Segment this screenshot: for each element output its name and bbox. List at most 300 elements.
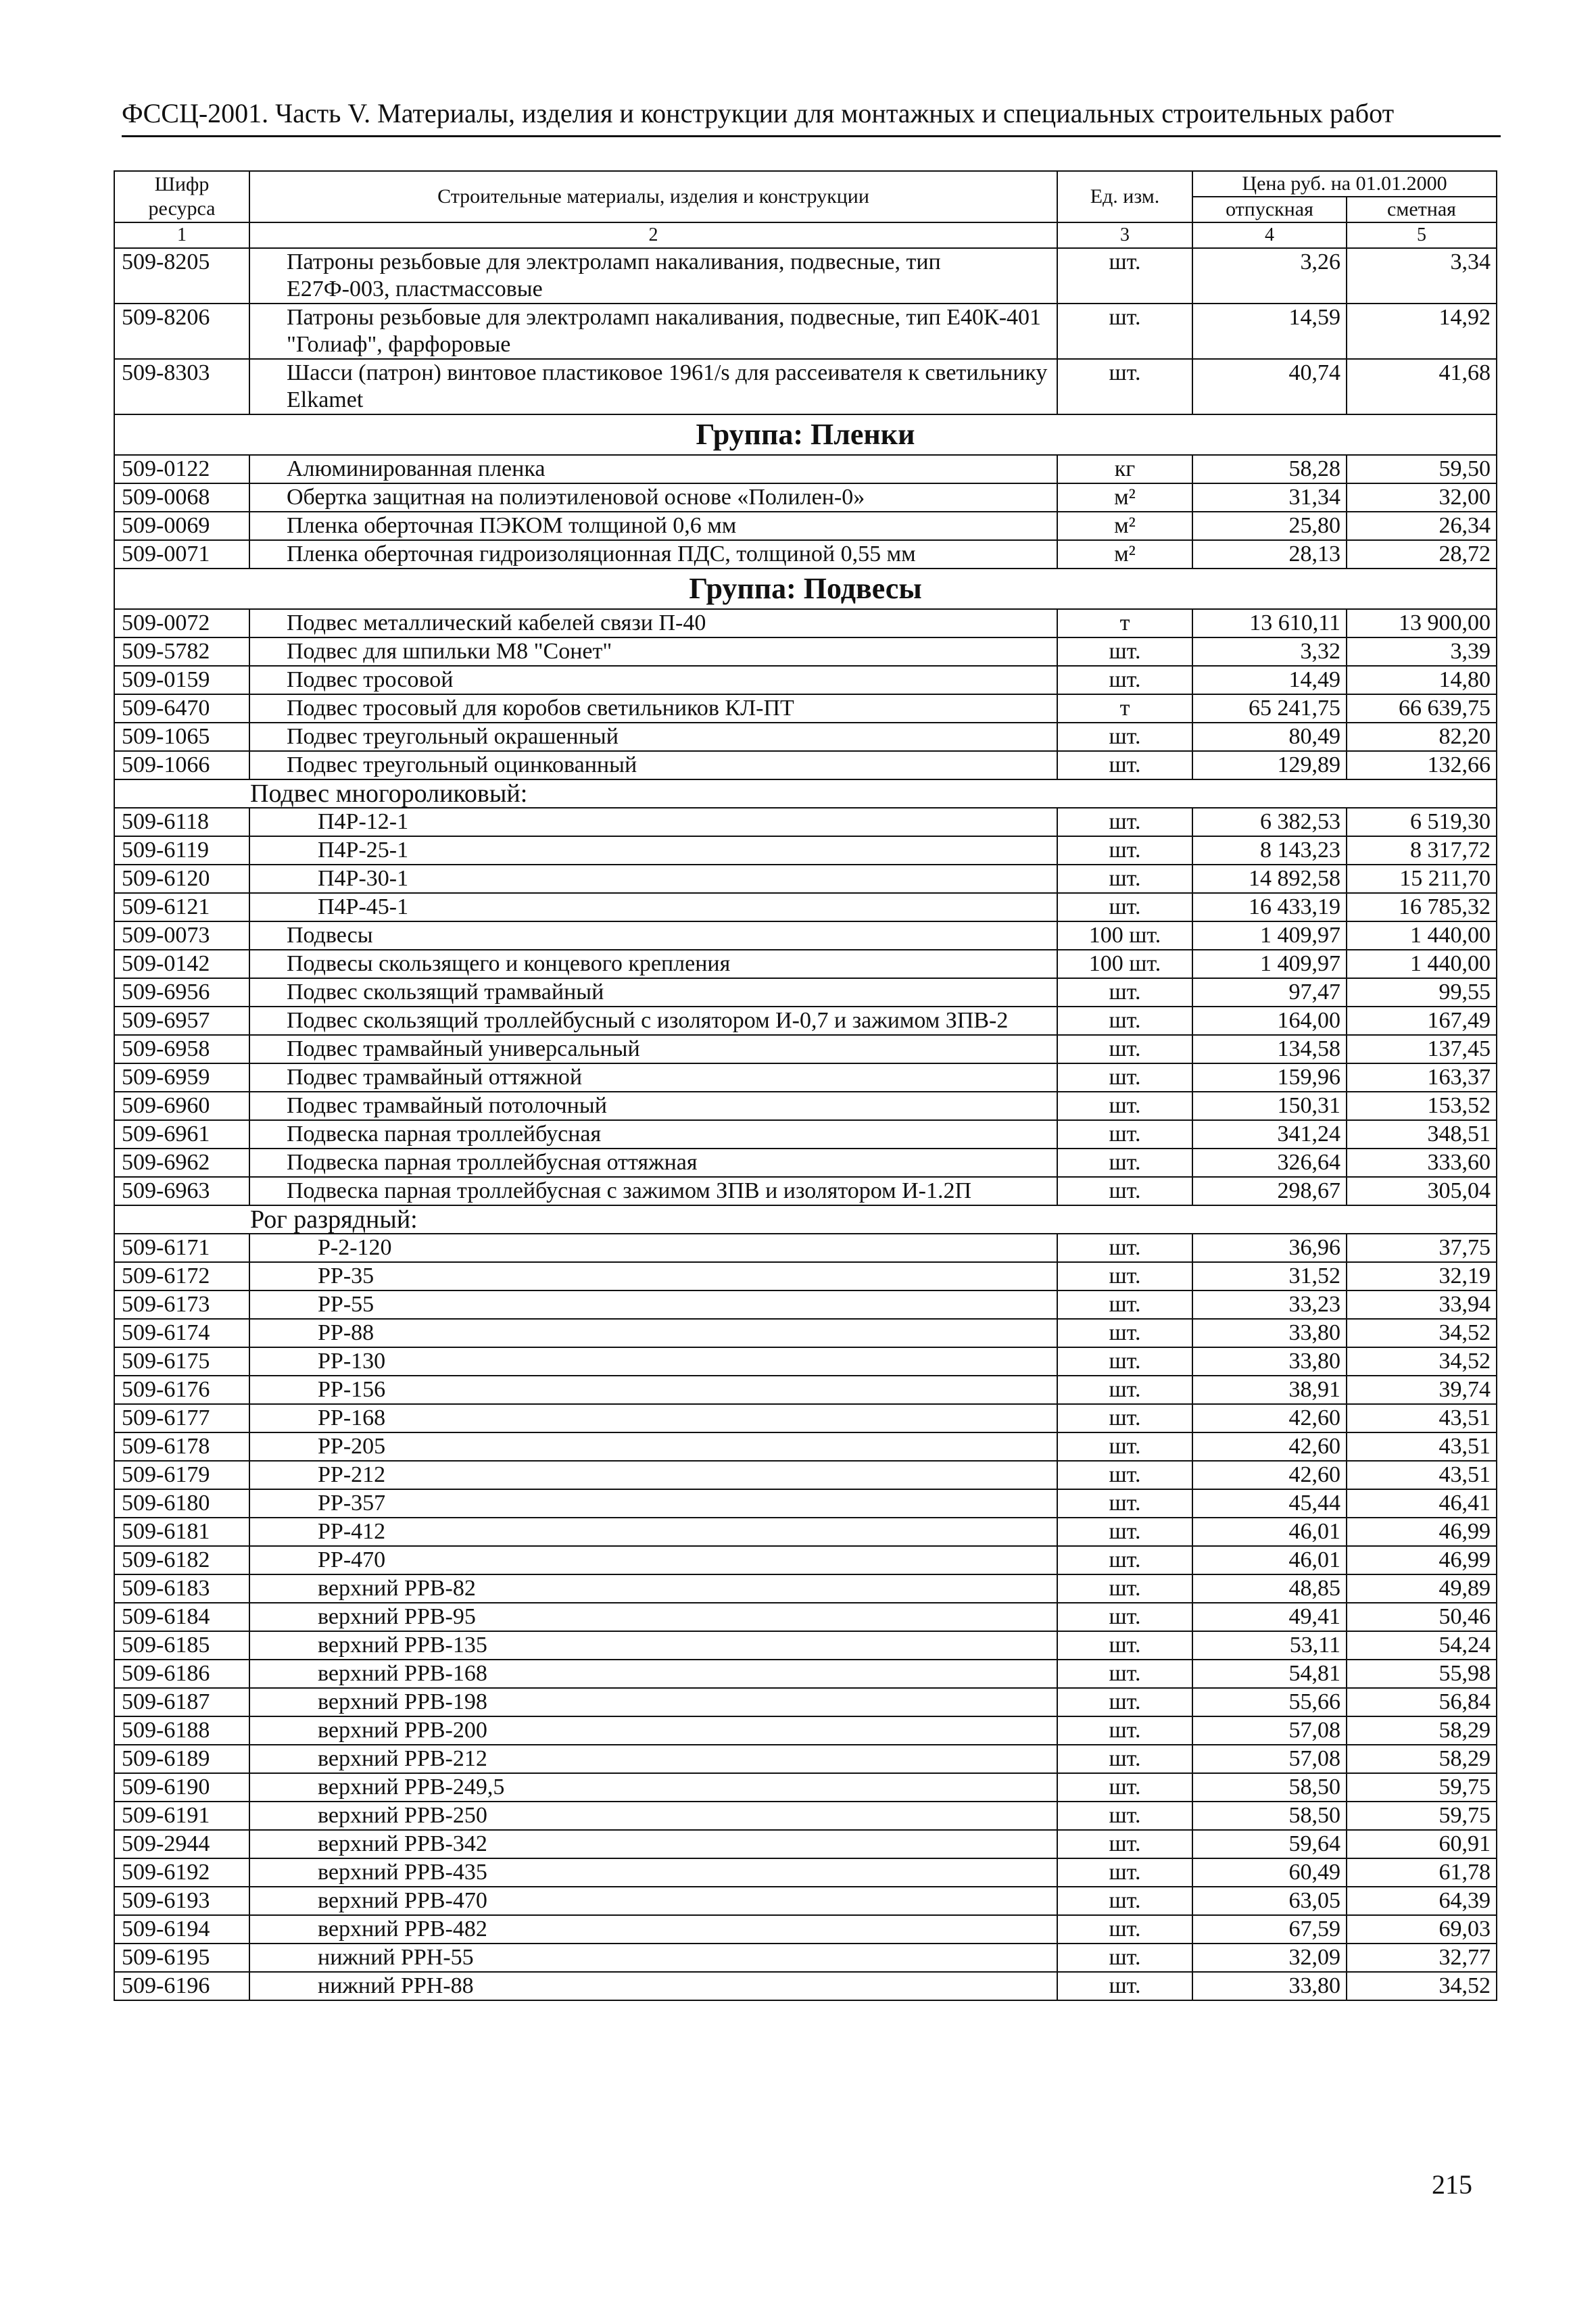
resource-code: 509-6196 xyxy=(114,1972,249,2000)
resource-code: 509-6194 xyxy=(114,1915,249,1944)
material-name: Р-2-120 xyxy=(249,1234,1057,1262)
resource-code: 509-6959 xyxy=(114,1063,249,1092)
estimate-price: 3,34 xyxy=(1347,248,1497,304)
wholesale-price: 341,24 xyxy=(1192,1120,1347,1149)
wholesale-price: 42,60 xyxy=(1192,1461,1347,1489)
table-row xyxy=(114,1035,1497,1063)
estimate-price: 46,99 xyxy=(1347,1546,1497,1574)
wholesale-price: 48,85 xyxy=(1192,1574,1347,1603)
wholesale-price: 63,05 xyxy=(1192,1887,1347,1915)
resource-code: 509-6178 xyxy=(114,1432,249,1461)
column-header-price: Цена руб. на 01.01.2000 xyxy=(1192,171,1497,197)
wholesale-price: 42,60 xyxy=(1192,1404,1347,1432)
resource-code: 509-6960 xyxy=(114,1092,249,1120)
table-row xyxy=(114,1290,1497,1319)
unit-cell: т xyxy=(1057,694,1192,723)
material-name: верхний РРВ-342 xyxy=(249,1830,1057,1858)
estimate-price: 348,51 xyxy=(1347,1120,1497,1149)
unit-cell: шт. xyxy=(1057,1887,1192,1915)
resource-code: 509-6175 xyxy=(114,1347,249,1376)
group-heading: Группа: Пленки xyxy=(114,414,1497,455)
wholesale-price: 129,89 xyxy=(1192,751,1347,779)
table-row xyxy=(114,865,1497,893)
material-name: Подвес треугольный оцинкованный xyxy=(249,751,1057,779)
wholesale-price: 55,66 xyxy=(1192,1688,1347,1716)
column-number: 2 xyxy=(249,222,1057,248)
estimate-price: 32,19 xyxy=(1347,1262,1497,1290)
table-row xyxy=(114,1319,1497,1347)
unit-cell: шт. xyxy=(1057,723,1192,751)
resource-code: 509-6182 xyxy=(114,1546,249,1574)
estimate-price: 14,80 xyxy=(1347,666,1497,694)
resource-code: 509-6191 xyxy=(114,1802,249,1830)
estimate-price: 167,49 xyxy=(1347,1007,1497,1035)
table-row xyxy=(114,694,1497,723)
material-name: РР-35 xyxy=(249,1262,1057,1290)
estimate-price: 58,29 xyxy=(1347,1716,1497,1745)
wholesale-price: 58,28 xyxy=(1192,455,1347,483)
resource-code: 509-6963 xyxy=(114,1177,249,1205)
column-number: 1 xyxy=(114,222,249,248)
table-row xyxy=(114,483,1497,512)
table-row xyxy=(114,455,1497,483)
resource-code: 509-6190 xyxy=(114,1773,249,1802)
unit-cell: 100 шт. xyxy=(1057,950,1192,978)
resource-code: 509-6179 xyxy=(114,1461,249,1489)
table-row xyxy=(114,978,1497,1007)
material-name: Подвес трамвайный универсальный xyxy=(249,1035,1057,1063)
estimate-price: 132,66 xyxy=(1347,751,1497,779)
table-body xyxy=(114,248,1497,2000)
table-row xyxy=(114,1773,1497,1802)
estimate-price: 50,46 xyxy=(1347,1603,1497,1631)
estimate-price: 49,89 xyxy=(1347,1574,1497,1603)
subgroup-heading-row xyxy=(114,779,1497,808)
wholesale-price: 31,34 xyxy=(1192,483,1347,512)
material-name: верхний РРВ-135 xyxy=(249,1631,1057,1660)
estimate-price: 1 440,00 xyxy=(1347,921,1497,950)
resource-code: 509-6961 xyxy=(114,1120,249,1149)
material-name: верхний РРВ-212 xyxy=(249,1745,1057,1773)
estimate-price: 41,68 xyxy=(1347,359,1497,414)
resource-code: 509-0072 xyxy=(114,609,249,637)
wholesale-price: 57,08 xyxy=(1192,1716,1347,1745)
wholesale-price: 3,26 xyxy=(1192,248,1347,304)
table-row xyxy=(114,1007,1497,1035)
unit-cell: шт. xyxy=(1057,1347,1192,1376)
material-name: верхний РРВ-250 xyxy=(249,1802,1057,1830)
table-row xyxy=(114,1716,1497,1745)
unit-cell: шт. xyxy=(1057,1234,1192,1262)
estimate-price: 39,74 xyxy=(1347,1376,1497,1404)
resource-code: 509-8205 xyxy=(114,248,249,304)
unit-cell: т xyxy=(1057,609,1192,637)
material-name: Подвес металлический кабелей связи П-40 xyxy=(249,609,1057,637)
unit-cell: шт. xyxy=(1057,1574,1192,1603)
table-row xyxy=(114,1489,1497,1518)
estimate-price: 34,52 xyxy=(1347,1319,1497,1347)
table-row xyxy=(114,1404,1497,1432)
wholesale-price: 3,32 xyxy=(1192,637,1347,666)
table-row xyxy=(114,893,1497,921)
material-name: Подвесы xyxy=(249,921,1057,950)
table-row xyxy=(114,248,1497,304)
material-name: верхний РРВ-95 xyxy=(249,1603,1057,1631)
material-name: РР-88 xyxy=(249,1319,1057,1347)
table-row xyxy=(114,751,1497,779)
estimate-price: 6 519,30 xyxy=(1347,808,1497,836)
table-row xyxy=(114,540,1497,569)
resource-code: 509-6195 xyxy=(114,1944,249,1972)
table-row xyxy=(114,666,1497,694)
wholesale-price: 16 433,19 xyxy=(1192,893,1347,921)
page-header-title: ФССЦ-2001. Часть V. Материалы, изделия и конструкции для монтажных и специальных строительных работ xyxy=(122,95,1501,137)
material-name: Подвесы скользящего и концевого крепления xyxy=(249,950,1057,978)
table-row xyxy=(114,304,1497,359)
table-row xyxy=(114,359,1497,414)
resource-code: 509-0069 xyxy=(114,512,249,540)
wholesale-price: 36,96 xyxy=(1192,1234,1347,1262)
wholesale-price: 13 610,11 xyxy=(1192,609,1347,637)
material-name: Патроны резьбовые для электроламп накаливания, подвесные, тип Е40К-401 "Голиаф", фарфоровые xyxy=(249,304,1057,359)
table-row xyxy=(114,1234,1497,1262)
wholesale-price: 46,01 xyxy=(1192,1546,1347,1574)
resource-code: 509-6177 xyxy=(114,1404,249,1432)
wholesale-price: 33,80 xyxy=(1192,1319,1347,1347)
resource-code: 509-6176 xyxy=(114,1376,249,1404)
unit-cell: шт. xyxy=(1057,1858,1192,1887)
estimate-price: 333,60 xyxy=(1347,1149,1497,1177)
table-row xyxy=(114,1915,1497,1944)
estimate-price: 32,00 xyxy=(1347,483,1497,512)
unit-cell: шт. xyxy=(1057,1972,1192,2000)
unit-cell: шт. xyxy=(1057,1461,1192,1489)
resource-code: 509-6120 xyxy=(114,865,249,893)
estimate-price: 59,50 xyxy=(1347,455,1497,483)
unit-cell: кг xyxy=(1057,455,1192,483)
unit-cell: шт. xyxy=(1057,1688,1192,1716)
table-row xyxy=(114,637,1497,666)
unit-cell: шт. xyxy=(1057,1830,1192,1858)
estimate-price: 46,41 xyxy=(1347,1489,1497,1518)
table-row xyxy=(114,609,1497,637)
wholesale-price: 28,13 xyxy=(1192,540,1347,569)
unit-cell: шт. xyxy=(1057,1007,1192,1035)
wholesale-price: 58,50 xyxy=(1192,1802,1347,1830)
table-row xyxy=(114,836,1497,865)
wholesale-price: 57,08 xyxy=(1192,1745,1347,1773)
wholesale-price: 150,31 xyxy=(1192,1092,1347,1120)
table-row xyxy=(114,808,1497,836)
estimate-price: 15 211,70 xyxy=(1347,865,1497,893)
material-name: нижний РРН-88 xyxy=(249,1972,1057,2000)
table-row xyxy=(114,1518,1497,1546)
unit-cell: шт. xyxy=(1057,751,1192,779)
resource-code: 509-0122 xyxy=(114,455,249,483)
estimate-price: 46,99 xyxy=(1347,1518,1497,1546)
estimate-price: 32,77 xyxy=(1347,1944,1497,1972)
material-name: Подвес треугольный окрашенный xyxy=(249,723,1057,751)
unit-cell: шт. xyxy=(1057,1262,1192,1290)
table-header xyxy=(114,171,1497,248)
estimate-price: 37,75 xyxy=(1347,1234,1497,1262)
material-name: РР-212 xyxy=(249,1461,1057,1489)
wholesale-price: 164,00 xyxy=(1192,1007,1347,1035)
resource-code: 509-1066 xyxy=(114,751,249,779)
unit-cell: шт. xyxy=(1057,1063,1192,1092)
resource-code: 509-6174 xyxy=(114,1319,249,1347)
estimate-price: 66 639,75 xyxy=(1347,694,1497,723)
unit-cell: шт. xyxy=(1057,1035,1192,1063)
resource-code: 509-6118 xyxy=(114,808,249,836)
estimate-price: 26,34 xyxy=(1347,512,1497,540)
wholesale-price: 59,64 xyxy=(1192,1830,1347,1858)
material-name: Патроны резьбовые для электроламп накаливания, подвесные, тип Е27Ф-003, пластмассовые xyxy=(249,248,1057,304)
wholesale-price: 32,09 xyxy=(1192,1944,1347,1972)
resource-code: 509-6962 xyxy=(114,1149,249,1177)
unit-cell: шт. xyxy=(1057,1489,1192,1518)
table-row xyxy=(114,512,1497,540)
material-name: РР-168 xyxy=(249,1404,1057,1432)
material-name: П4Р-45-1 xyxy=(249,893,1057,921)
table-row xyxy=(114,1688,1497,1716)
wholesale-price: 49,41 xyxy=(1192,1603,1347,1631)
material-name: Подвес скользящий трамвайный xyxy=(249,978,1057,1007)
estimate-price: 3,39 xyxy=(1347,637,1497,666)
unit-cell: шт. xyxy=(1057,1092,1192,1120)
resource-code: 509-6121 xyxy=(114,893,249,921)
material-name: Пленка оберточная гидроизоляционная ПДС, толщиной 0,55 мм xyxy=(249,540,1057,569)
unit-cell: шт. xyxy=(1057,1603,1192,1631)
subgroup-heading-row xyxy=(114,1205,1497,1234)
estimate-price: 69,03 xyxy=(1347,1915,1497,1944)
column-header-name: Строительные материалы, изделия и конструкции xyxy=(249,171,1057,222)
resource-code: 509-6173 xyxy=(114,1290,249,1319)
material-name: П4Р-25-1 xyxy=(249,836,1057,865)
table-row xyxy=(114,921,1497,950)
estimate-price: 43,51 xyxy=(1347,1432,1497,1461)
unit-cell: шт. xyxy=(1057,1546,1192,1574)
resource-code: 509-6171 xyxy=(114,1234,249,1262)
unit-cell: шт. xyxy=(1057,1631,1192,1660)
wholesale-price: 58,50 xyxy=(1192,1773,1347,1802)
material-name: Подвес скользящий троллейбусный с изолятором И-0,7 и зажимом ЗПВ-2 xyxy=(249,1007,1057,1035)
material-name: РР-130 xyxy=(249,1347,1057,1376)
unit-cell: шт. xyxy=(1057,1432,1192,1461)
resource-code: 509-6187 xyxy=(114,1688,249,1716)
unit-cell: шт. xyxy=(1057,1716,1192,1745)
resource-code: 509-0068 xyxy=(114,483,249,512)
unit-cell: шт. xyxy=(1057,1745,1192,1773)
table-row xyxy=(114,1461,1497,1489)
unit-cell: шт. xyxy=(1057,1376,1192,1404)
resource-code: 509-6172 xyxy=(114,1262,249,1290)
material-name: Подвеска парная троллейбусная с зажимом ЗПВ и изолятором И-1.2П xyxy=(249,1177,1057,1205)
wholesale-price: 60,49 xyxy=(1192,1858,1347,1887)
wholesale-price: 53,11 xyxy=(1192,1631,1347,1660)
table-row xyxy=(114,1177,1497,1205)
estimate-price: 305,04 xyxy=(1347,1177,1497,1205)
resource-code: 509-6185 xyxy=(114,1631,249,1660)
group-heading-row xyxy=(114,569,1497,609)
resource-code: 509-6181 xyxy=(114,1518,249,1546)
estimate-price: 56,84 xyxy=(1347,1688,1497,1716)
wholesale-price: 33,80 xyxy=(1192,1347,1347,1376)
material-name: верхний РРВ-435 xyxy=(249,1858,1057,1887)
material-name: РР-357 xyxy=(249,1489,1057,1518)
table-row xyxy=(114,950,1497,978)
table-row xyxy=(114,1432,1497,1461)
material-name: верхний РРВ-470 xyxy=(249,1887,1057,1915)
estimate-price: 99,55 xyxy=(1347,978,1497,1007)
wholesale-price: 31,52 xyxy=(1192,1262,1347,1290)
resource-code: 509-6957 xyxy=(114,1007,249,1035)
unit-cell: шт. xyxy=(1057,1773,1192,1802)
subgroup-heading: Подвес многороликовый: xyxy=(114,779,1497,808)
wholesale-price: 134,58 xyxy=(1192,1035,1347,1063)
unit-cell: 100 шт. xyxy=(1057,921,1192,950)
material-name: РР-205 xyxy=(249,1432,1057,1461)
table-row xyxy=(114,1574,1497,1603)
material-name: РР-470 xyxy=(249,1546,1057,1574)
estimate-price: 34,52 xyxy=(1347,1972,1497,2000)
estimate-price: 34,52 xyxy=(1347,1347,1497,1376)
unit-cell: шт. xyxy=(1057,865,1192,893)
resource-code: 509-2944 xyxy=(114,1830,249,1858)
wholesale-price: 14 892,58 xyxy=(1192,865,1347,893)
material-name: Подвес трамвайный оттяжной xyxy=(249,1063,1057,1092)
wholesale-price: 6 382,53 xyxy=(1192,808,1347,836)
unit-cell: шт. xyxy=(1057,1660,1192,1688)
estimate-price: 58,29 xyxy=(1347,1745,1497,1773)
unit-cell: шт. xyxy=(1057,1802,1192,1830)
material-name: верхний РРВ-482 xyxy=(249,1915,1057,1944)
material-name: Подвес трамвайный потолочный xyxy=(249,1092,1057,1120)
wholesale-price: 45,44 xyxy=(1192,1489,1347,1518)
unit-cell: шт. xyxy=(1057,836,1192,865)
estimate-price: 16 785,32 xyxy=(1347,893,1497,921)
table-row xyxy=(114,1802,1497,1830)
material-name: нижний РРН-55 xyxy=(249,1944,1057,1972)
estimate-price: 60,91 xyxy=(1347,1830,1497,1858)
unit-cell: шт. xyxy=(1057,1120,1192,1149)
unit-cell: шт. xyxy=(1057,978,1192,1007)
wholesale-price: 14,49 xyxy=(1192,666,1347,694)
material-name: верхний РРВ-198 xyxy=(249,1688,1057,1716)
wholesale-price: 80,49 xyxy=(1192,723,1347,751)
resource-code: 509-0073 xyxy=(114,921,249,950)
estimate-price: 28,72 xyxy=(1347,540,1497,569)
resource-code: 509-5782 xyxy=(114,637,249,666)
estimate-price: 55,98 xyxy=(1347,1660,1497,1688)
material-name: Шасси (патрон) винтовое пластиковое 1961/s для рассеивателя к светильнику Elkamet xyxy=(249,359,1057,414)
column-numbers-row xyxy=(114,222,1497,248)
material-name: Подвес для шпильки М8 "Сонет" xyxy=(249,637,1057,666)
table-row xyxy=(114,1603,1497,1631)
unit-cell: м² xyxy=(1057,512,1192,540)
resource-code: 509-6186 xyxy=(114,1660,249,1688)
unit-cell: шт. xyxy=(1057,1944,1192,1972)
resource-code: 509-1065 xyxy=(114,723,249,751)
unit-cell: шт. xyxy=(1057,1915,1192,1944)
estimate-price: 64,39 xyxy=(1347,1887,1497,1915)
wholesale-price: 46,01 xyxy=(1192,1518,1347,1546)
wholesale-price: 1 409,97 xyxy=(1192,921,1347,950)
price-table xyxy=(114,170,1497,2001)
wholesale-price: 42,60 xyxy=(1192,1432,1347,1461)
column-number: 4 xyxy=(1192,222,1347,248)
table-row xyxy=(114,1149,1497,1177)
material-name: верхний РРВ-249,5 xyxy=(249,1773,1057,1802)
column-header-unit: Ед. изм. xyxy=(1057,171,1192,222)
estimate-price: 163,37 xyxy=(1347,1063,1497,1092)
column-header-code: Шифр ресурса xyxy=(114,171,249,222)
wholesale-price: 8 143,23 xyxy=(1192,836,1347,865)
resource-code: 509-6189 xyxy=(114,1745,249,1773)
estimate-price: 54,24 xyxy=(1347,1631,1497,1660)
wholesale-price: 97,47 xyxy=(1192,978,1347,1007)
material-name: Подвеска парная троллейбусная оттяжная xyxy=(249,1149,1057,1177)
material-name: Подвеска парная троллейбусная xyxy=(249,1120,1057,1149)
material-name: Подвес тросовый для коробов светильников КЛ-ПТ xyxy=(249,694,1057,723)
table-row xyxy=(114,1830,1497,1858)
group-heading-row xyxy=(114,414,1497,455)
wholesale-price: 14,59 xyxy=(1192,304,1347,359)
unit-cell: шт. xyxy=(1057,666,1192,694)
estimate-price: 61,78 xyxy=(1347,1858,1497,1887)
estimate-price: 43,51 xyxy=(1347,1461,1497,1489)
material-name: РР-55 xyxy=(249,1290,1057,1319)
table-row xyxy=(114,1063,1497,1092)
table-row xyxy=(114,1347,1497,1376)
estimate-price: 153,52 xyxy=(1347,1092,1497,1120)
resource-code: 509-6119 xyxy=(114,836,249,865)
unit-cell: шт. xyxy=(1057,1177,1192,1205)
table-row xyxy=(114,1972,1497,2000)
resource-code: 509-6184 xyxy=(114,1603,249,1631)
material-name: П4Р-12-1 xyxy=(249,808,1057,836)
unit-cell: шт. xyxy=(1057,1149,1192,1177)
column-number: 5 xyxy=(1347,222,1497,248)
estimate-price: 59,75 xyxy=(1347,1773,1497,1802)
wholesale-price: 38,91 xyxy=(1192,1376,1347,1404)
unit-cell: шт. xyxy=(1057,808,1192,836)
table-row xyxy=(114,1887,1497,1915)
page-number: 215 xyxy=(1432,2169,1472,2200)
wholesale-price: 1 409,97 xyxy=(1192,950,1347,978)
estimate-price: 1 440,00 xyxy=(1347,950,1497,978)
table-row xyxy=(114,1376,1497,1404)
resource-code: 509-6958 xyxy=(114,1035,249,1063)
unit-cell: шт. xyxy=(1057,1290,1192,1319)
unit-cell: шт. xyxy=(1057,1518,1192,1546)
column-header-wholesale: отпускная xyxy=(1192,197,1347,222)
resource-code: 509-8206 xyxy=(114,304,249,359)
wholesale-price: 67,59 xyxy=(1192,1915,1347,1944)
resource-code: 509-6956 xyxy=(114,978,249,1007)
wholesale-price: 65 241,75 xyxy=(1192,694,1347,723)
column-header-estimate: сметная xyxy=(1347,197,1497,222)
material-name: верхний РРВ-200 xyxy=(249,1716,1057,1745)
estimate-price: 33,94 xyxy=(1347,1290,1497,1319)
unit-cell: шт. xyxy=(1057,304,1192,359)
material-name: П4Р-30-1 xyxy=(249,865,1057,893)
unit-cell: шт. xyxy=(1057,248,1192,304)
column-number: 3 xyxy=(1057,222,1192,248)
unit-cell: шт. xyxy=(1057,637,1192,666)
table-row xyxy=(114,1546,1497,1574)
unit-cell: м² xyxy=(1057,540,1192,569)
